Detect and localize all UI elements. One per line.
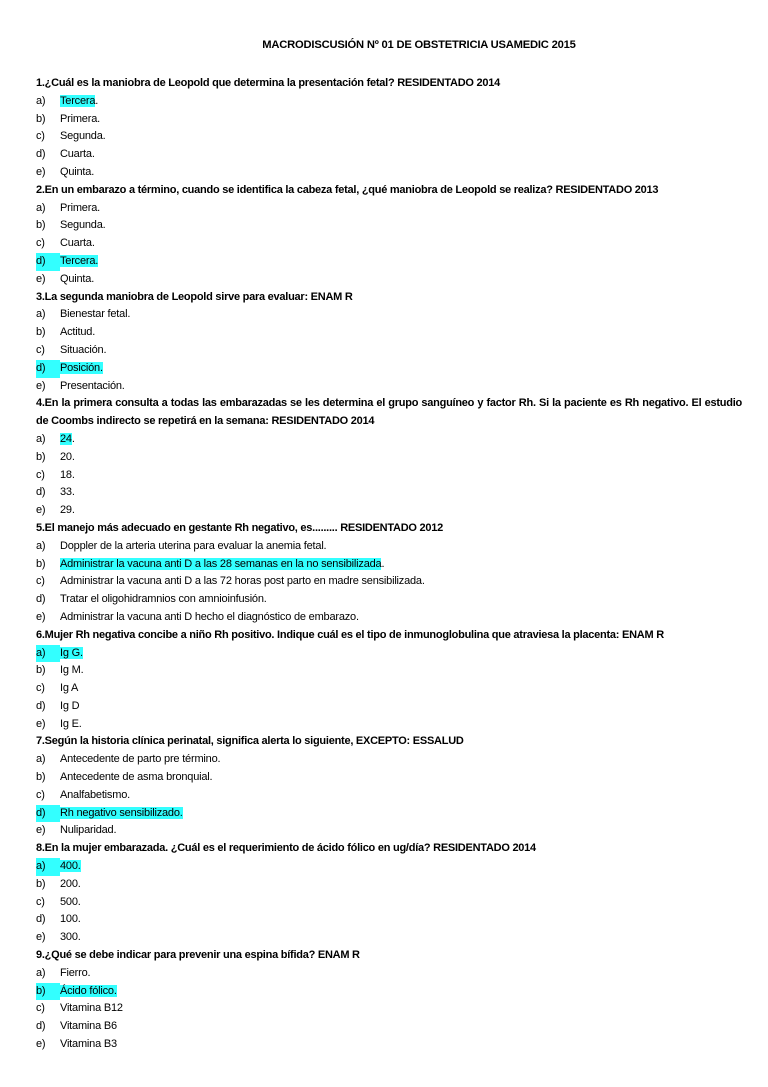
- option-text: Ig E.: [60, 717, 82, 730]
- option-letter: e): [36, 504, 46, 517]
- option-letter: b): [36, 326, 46, 339]
- answer-option: [36, 253, 742, 271]
- answer-option: [36, 680, 742, 698]
- option-text: Analfabetismo.: [60, 788, 130, 801]
- question-text: 2.En un embarazo a término, cuando se identifica la cabeza fetal, ¿qué maniobra de Leopold se realiza? RESIDENTADO 2013: [36, 183, 659, 196]
- option-letter: a): [36, 966, 46, 979]
- answer-option: [36, 164, 742, 182]
- option-letter: d): [36, 253, 60, 271]
- answer-option: [36, 556, 742, 574]
- option-text: Nuliparidad.: [60, 824, 117, 837]
- page-title: MACRODISCUSIÓN Nº 01 DE OBSTETRICIA USAMEDIC 2015: [262, 39, 576, 51]
- option-letter: a): [36, 645, 60, 663]
- option-text: Ig A: [60, 682, 79, 695]
- option-text: Primera.: [60, 112, 100, 125]
- option-letter: d): [36, 699, 46, 712]
- option-text: Ig M.: [60, 664, 84, 677]
- option-text: 500.: [60, 895, 81, 908]
- answer-option: [36, 573, 742, 591]
- option-text: Ig D: [60, 699, 80, 712]
- option-letter: c): [36, 237, 45, 250]
- correct-answer-text: Tercera: [60, 94, 96, 107]
- answer-option: [36, 929, 742, 947]
- correct-answer-text: Ácido fólico.: [60, 984, 117, 997]
- answer-option: [36, 1018, 742, 1036]
- answer-option: [36, 609, 742, 627]
- option-letter: a): [36, 94, 46, 107]
- option-letter: c): [36, 575, 45, 588]
- option-letter: a): [36, 432, 46, 445]
- answer-option: [36, 822, 742, 840]
- answer-option: [36, 360, 742, 378]
- option-text: Actitud.: [60, 326, 96, 339]
- option-text: Situación.: [60, 343, 107, 356]
- option-letter: b): [36, 557, 46, 570]
- question-text: 8.En la mujer embarazada. ¿Cuál es el requerimiento de ácido fólico en ug/día? RESIDENTADO 2014: [36, 842, 536, 855]
- option-suffix: .: [381, 557, 385, 570]
- option-text: 29.: [60, 504, 75, 517]
- answer-option: [36, 467, 742, 485]
- option-text: Segunda.: [60, 219, 106, 232]
- option-letter: b): [36, 983, 60, 1001]
- option-text: Administrar la vacuna anti D hecho el diagnóstico de embarazo.: [60, 610, 359, 623]
- option-letter: d): [36, 1020, 46, 1033]
- answer-option: [36, 894, 742, 912]
- option-text: Bienestar fetal.: [60, 308, 131, 321]
- answer-option: [36, 751, 742, 769]
- answer-option: [36, 111, 742, 129]
- answer-option: [36, 93, 742, 111]
- option-text: 100.: [60, 913, 81, 926]
- option-letter: d): [36, 360, 60, 378]
- option-text: 200.: [60, 877, 81, 890]
- question-text: 3.La segunda maniobra de Leopold sirve para evaluar: ENAM R: [36, 290, 353, 303]
- answer-option: [36, 769, 742, 787]
- option-text: Vitamina B3: [60, 1038, 117, 1051]
- option-letter: e): [36, 717, 46, 730]
- option-letter: e): [36, 610, 46, 623]
- option-letter: d): [36, 913, 46, 926]
- option-letter: b): [36, 771, 46, 784]
- option-text: Vitamina B6: [60, 1020, 117, 1033]
- question-text: 1.¿Cuál es la maniobra de Leopold que determina la presentación fetal? RESIDENTADO 2014: [36, 77, 501, 89]
- option-letter: b): [36, 450, 46, 463]
- option-letter: a): [36, 308, 46, 321]
- option-text: Segunda.: [60, 130, 106, 143]
- option-letter: b): [36, 112, 46, 125]
- option-letter: b): [36, 219, 46, 232]
- answer-option: [36, 1036, 742, 1054]
- question-list: [36, 75, 742, 1054]
- correct-answer-text: 24: [60, 432, 72, 445]
- answer-option: [36, 146, 742, 164]
- correct-answer-text: Tercera.: [60, 254, 99, 267]
- correct-answer-text: Administrar la vacuna anti D a las 28 semanas en la no sensibilizada: [60, 557, 382, 570]
- option-letter: a): [36, 753, 46, 766]
- answer-option: [36, 502, 742, 520]
- answer-option: [36, 217, 742, 235]
- option-letter: d): [36, 593, 46, 606]
- option-letter: a): [36, 858, 60, 876]
- correct-answer-text: Posición.: [60, 361, 103, 374]
- option-text: Administrar la vacuna anti D a las 72 horas post parto en madre sensibilizada.: [60, 575, 425, 588]
- answer-option: [36, 200, 742, 218]
- option-suffix: .: [71, 432, 75, 445]
- option-letter: c): [36, 130, 45, 143]
- option-text: Primera.: [60, 201, 100, 214]
- answer-option: [36, 716, 742, 734]
- option-letter: c): [36, 468, 45, 481]
- option-letter: e): [36, 1038, 46, 1051]
- question-text: 6.Mujer Rh negativa concibe a niño Rh positivo. Indique cuál es el tipo de inmunoglobulina que atraviesa la placenta: ENAM R: [36, 628, 664, 641]
- answer-option: [36, 128, 742, 146]
- option-letter: b): [36, 664, 46, 677]
- option-letter: e): [36, 379, 46, 392]
- option-letter: a): [36, 201, 46, 214]
- option-letter: e): [36, 931, 46, 944]
- answer-option: [36, 449, 742, 467]
- option-letter: c): [36, 1002, 45, 1015]
- correct-answer-text: Rh negativo sensibilizado.: [60, 806, 183, 819]
- option-text: Doppler de la arteria uterina para evaluar la anemia fetal.: [60, 539, 327, 552]
- answer-option: [36, 983, 742, 1001]
- question-text: 7.Según la historia clínica perinatal, significa alerta lo siguiente, EXCEPTO: ESSALUD: [36, 735, 464, 748]
- answer-option: [36, 538, 742, 556]
- option-text: Quinta.: [60, 165, 95, 178]
- option-letter: a): [36, 539, 46, 552]
- option-text: 300.: [60, 931, 81, 944]
- option-text: Cuarta.: [60, 148, 95, 161]
- answer-option: [36, 965, 742, 983]
- option-letter: c): [36, 895, 45, 908]
- answer-option: [36, 805, 742, 823]
- answer-option: [36, 431, 742, 449]
- option-letter: e): [36, 824, 46, 837]
- question-text: 9.¿Qué se debe indicar para prevenir una espina bífida? ENAM R: [36, 949, 360, 962]
- answer-option: [36, 911, 742, 929]
- option-letter: c): [36, 682, 45, 695]
- answer-option: [36, 378, 742, 396]
- answer-option: [36, 787, 742, 805]
- answer-option: [36, 324, 742, 342]
- option-suffix: .: [95, 94, 99, 107]
- option-letter: e): [36, 272, 46, 285]
- option-letter: c): [36, 788, 45, 801]
- answer-option: [36, 662, 742, 680]
- answer-option: [36, 306, 742, 324]
- option-letter: d): [36, 486, 46, 499]
- correct-answer-text: Ig G.: [60, 646, 83, 659]
- option-letter: b): [36, 877, 46, 890]
- answer-option: [36, 645, 742, 663]
- question-text: 5.El manejo más adecuado en gestante Rh negativo, es......... RESIDENTADO 2012: [36, 521, 443, 534]
- correct-answer-text: 400.: [60, 860, 81, 873]
- option-text: Vitamina B12: [60, 1002, 123, 1015]
- option-text: Tratar el oligohidramnios con amnioinfusión.: [60, 593, 267, 606]
- option-text: Fierro.: [60, 966, 91, 979]
- answer-option: [36, 591, 742, 609]
- option-text: Antecedente de asma bronquial.: [60, 771, 213, 784]
- option-letter: d): [36, 148, 46, 161]
- option-text: Cuarta.: [60, 237, 95, 250]
- option-text: Antecedente de parto pre término.: [60, 753, 221, 766]
- question-text: 4.En la primera consulta a todas las embarazadas se les determina el grupo sanguíneo y factor Rh. Si la paciente es Rh negativo. El estudio de Coombs indirecto se repetirá en la semana: RESIDENTADO 2014: [36, 397, 742, 428]
- answer-option: [36, 858, 742, 876]
- answer-option: [36, 271, 742, 289]
- option-letter: e): [36, 165, 46, 178]
- answer-option: [36, 235, 742, 253]
- answer-option: [36, 342, 742, 360]
- option-text: 20.: [60, 450, 75, 463]
- option-text: Presentación.: [60, 379, 125, 392]
- option-letter: c): [36, 343, 45, 356]
- answer-option: [36, 698, 742, 716]
- answer-option: [36, 484, 742, 502]
- document-page: [36, 38, 742, 1054]
- answer-option: [36, 1000, 742, 1018]
- answer-option: [36, 876, 742, 894]
- option-letter: d): [36, 805, 60, 823]
- option-text: 18.: [60, 468, 75, 481]
- option-text: 33.: [60, 486, 75, 499]
- option-text: Quinta.: [60, 272, 95, 285]
